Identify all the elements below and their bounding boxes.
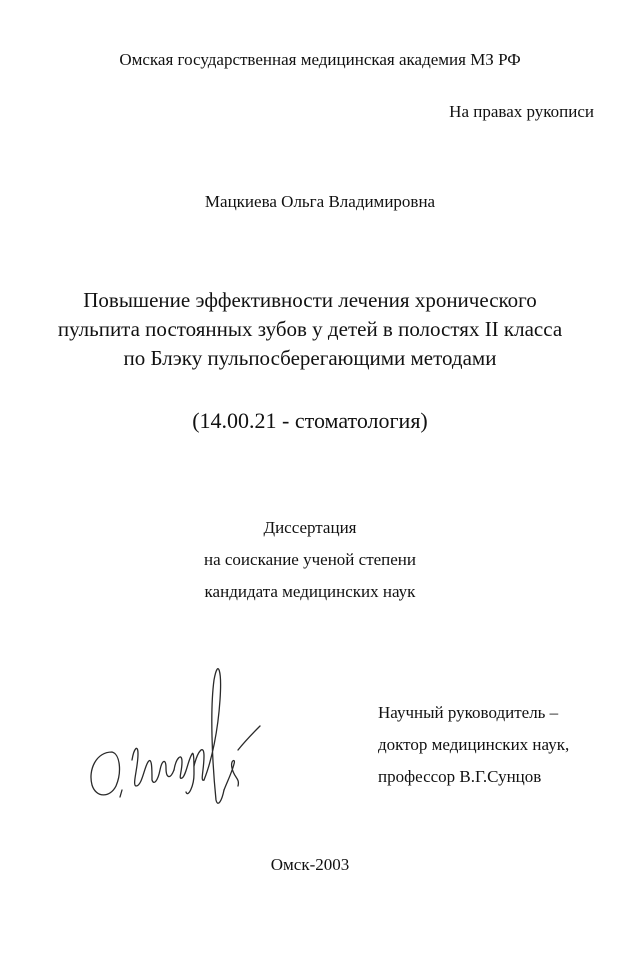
rights-notice: На правах рукописи bbox=[449, 102, 594, 121]
author-name: Мацкиева Ольга Владимировна bbox=[204, 192, 436, 211]
supervisor-line: доктор медицинских наук, bbox=[378, 735, 570, 754]
degree-statement bbox=[0, 512, 620, 608]
title-line: Повышение эффективности лечения хронического bbox=[83, 288, 537, 312]
supervisor-line: Научный руководитель – bbox=[378, 703, 559, 722]
specialty-code: (14.00.21 - стоматология) bbox=[192, 408, 428, 433]
supervisor-line: профессор В.Г.Сунцов bbox=[378, 767, 542, 786]
degree-line: Диссертация bbox=[263, 518, 357, 537]
city-year: Омск-2003 bbox=[270, 855, 350, 874]
title-line: пульпита постоянных зубов у детей в полостях II класса bbox=[57, 317, 563, 341]
supervisor-block bbox=[378, 697, 569, 793]
degree-line: на соискание ученой степени bbox=[203, 550, 417, 569]
dissertation-title bbox=[0, 286, 620, 373]
title-line: по Блэку пульпосберегающими методами bbox=[123, 346, 497, 370]
degree-line: кандидата медицинских наук bbox=[204, 582, 416, 601]
institution-name: Омская государственная медицинская академия МЗ РФ bbox=[119, 50, 521, 69]
signature-icon bbox=[82, 640, 272, 810]
